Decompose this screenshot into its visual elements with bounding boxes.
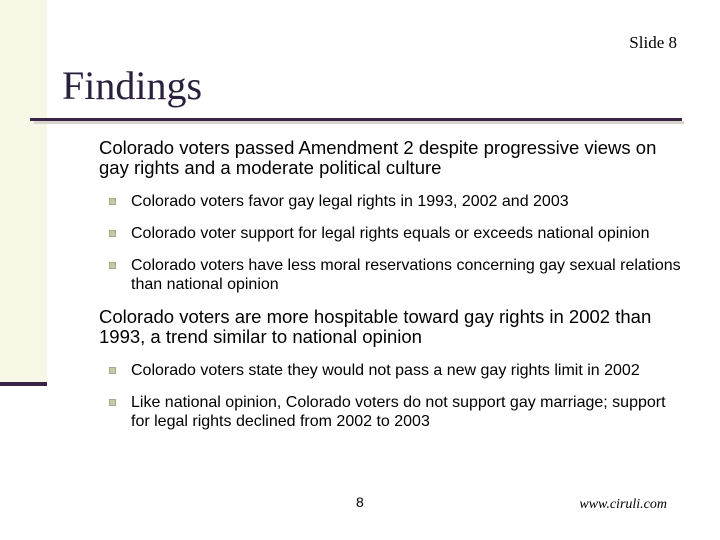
- page-number: 8: [356, 494, 364, 510]
- footer-url: www.ciruli.com: [579, 497, 667, 512]
- list-item-text: Colorado voters state they would not pass a new gay rights limit in 2002: [131, 362, 640, 379]
- list-item-text: Colorado voter support for legal rights equals or exceeds national opinion: [131, 225, 650, 242]
- slide-title: Findings: [62, 63, 203, 108]
- square-bullet-icon: [109, 399, 116, 406]
- list-item: [109, 256, 684, 294]
- list-item: [109, 361, 684, 380]
- square-bullet-icon: [109, 230, 116, 237]
- left-decor-bar: [0, 382, 47, 386]
- list-item: [109, 192, 684, 211]
- list-item-text: Colorado voters favor gay legal rights in 1993, 2002 and 2003: [131, 193, 569, 210]
- left-decor-band: [0, 0, 47, 386]
- list-item: [109, 224, 684, 243]
- list-item-text: Colorado voters have less moral reservations concerning gay sexual relations than national opinion: [131, 257, 681, 293]
- list-item-text: Like national opinion, Colorado voters do not support gay marriage; support for legal rights declined from 2002 to 2003: [131, 394, 666, 430]
- square-bullet-icon: [109, 262, 116, 269]
- title-rule-shadow: [34, 121, 684, 124]
- section-heading: Colorado voters are more hospitable toward gay rights in 2002 than 1993, a trend similar to national opinion: [99, 306, 652, 347]
- section-heading: Colorado voters passed Amendment 2 despite progressive views on gay rights and a moderate political culture: [99, 137, 657, 178]
- slide-label: Slide 8: [629, 33, 677, 52]
- slide-content: [99, 138, 684, 444]
- square-bullet-icon: [109, 198, 116, 205]
- bullet-list: [109, 361, 684, 431]
- square-bullet-icon: [109, 367, 116, 374]
- title-rule: [30, 118, 682, 121]
- list-item: [109, 393, 684, 431]
- bullet-list: [109, 192, 684, 294]
